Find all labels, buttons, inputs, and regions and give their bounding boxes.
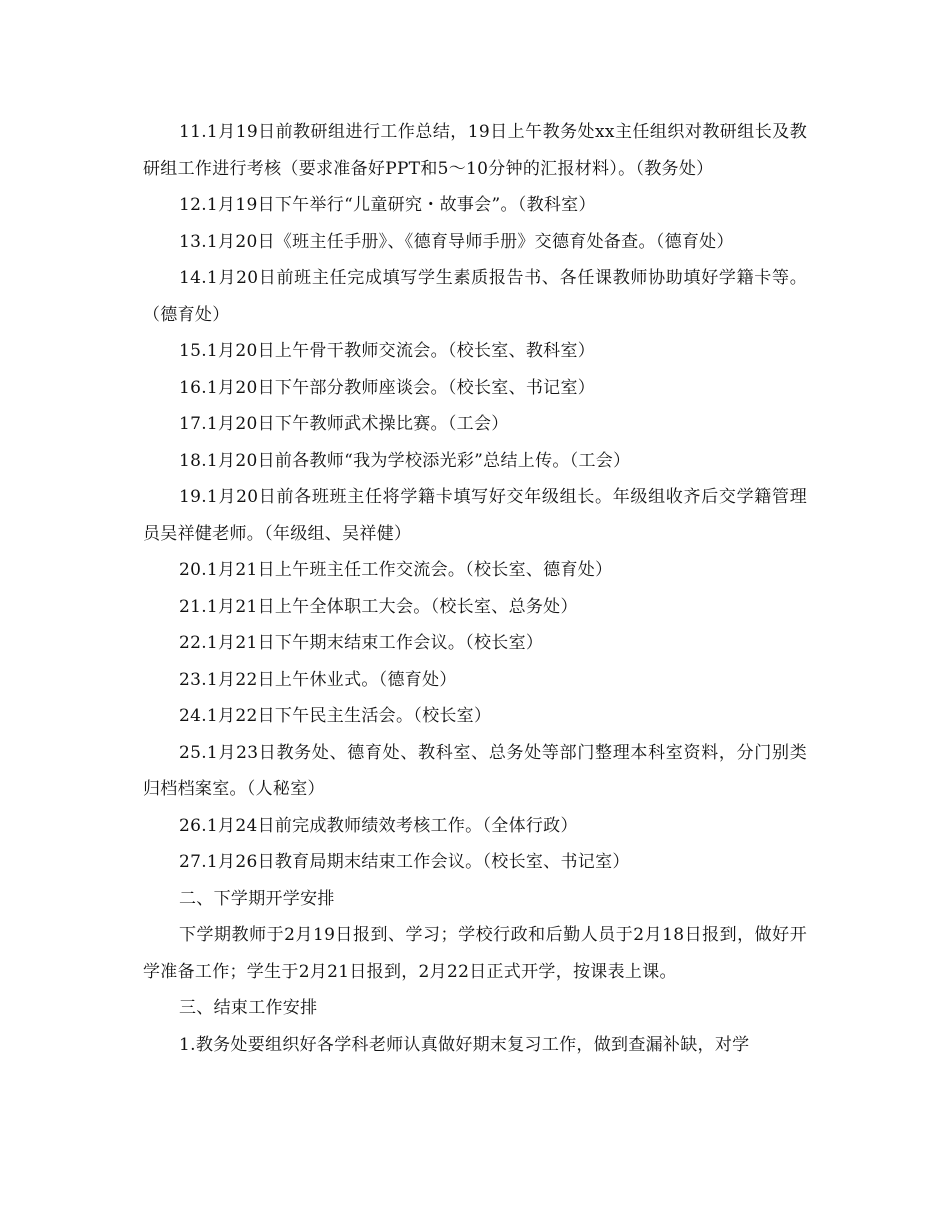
item-16: 16.1月20日下午部分教师座谈会。（校长室、书记室） [179, 377, 596, 398]
section-heading-2: 二、下学期开学安排 [179, 888, 335, 909]
next-term-paragraph: 下学期教师于2月19日报到、学习；学校行政和后勤人员于2月18日报到，做好开学准备工作；学生于2月21日报到，2月22日正式开学，按课表上课。 [143, 925, 807, 982]
item-15: 15.1月20日上午骨干教师交流会。（校长室、教科室） [179, 341, 596, 361]
item-17: 17.1月20日下午教师武术操比赛。（工会） [179, 414, 509, 434]
item-11: 11.1月19日前教研组进行工作总结，19日上午教务处xx主任组织对教研组长及教研组工作进行考核（要求准备好PPT和5～10分钟的汇报材料）。（教务处） [143, 122, 807, 179]
closing-item-1: 1.教务处要组织好各学科老师认真做好期末复习工作，做到查漏补缺，对学 [179, 1034, 750, 1055]
item-22: 22.1月21日下午期末结束工作会议。（校长室） [179, 633, 544, 653]
item-12: 12.1月19日下午举行“儿童研究・故事会”。（教科室） [179, 195, 596, 215]
item-14: 14.1月20日前班主任完成填写学生素质报告书、各任课教师协助填好学籍卡等。（德育处） [143, 268, 807, 325]
item-23: 23.1月22日上午休业式。（德育处） [179, 669, 457, 690]
item-20: 20.1月21日上午班主任工作交流会。（校长室、德育处） [179, 560, 613, 580]
item-24: 24.1月22日下午民主生活会。（校长室） [179, 706, 492, 726]
item-19: 19.1月20日前各班班主任将学籍卡填写好交年级组长。年级组收齐后交学籍管理员吴祥健老师。（年级组、吴祥健） [143, 487, 807, 544]
document-body [143, 114, 807, 1063]
item-25: 25.1月23日教务处、德育处、教科室、总务处等部门整理本科室资料，分门别类归档档案室。（人秘室） [143, 742, 807, 799]
item-18: 18.1月20日前各教师“我为学校添光彩”总结上传。（工会） [179, 450, 631, 471]
item-13: 13.1月20日《班主任手册》、《德育导师手册》交德育处备查。（德育处） [179, 231, 734, 252]
item-21: 21.1月21日上午全体职工大会。（校长室、总务处） [179, 596, 578, 617]
section-heading-3: 三、结束工作安排 [179, 998, 318, 1018]
item-26: 26.1月24日前完成教师绩效考核工作。（全体行政） [179, 815, 578, 836]
item-27: 27.1月26日教育局期末结束工作会议。（校长室、书记室） [179, 852, 630, 872]
